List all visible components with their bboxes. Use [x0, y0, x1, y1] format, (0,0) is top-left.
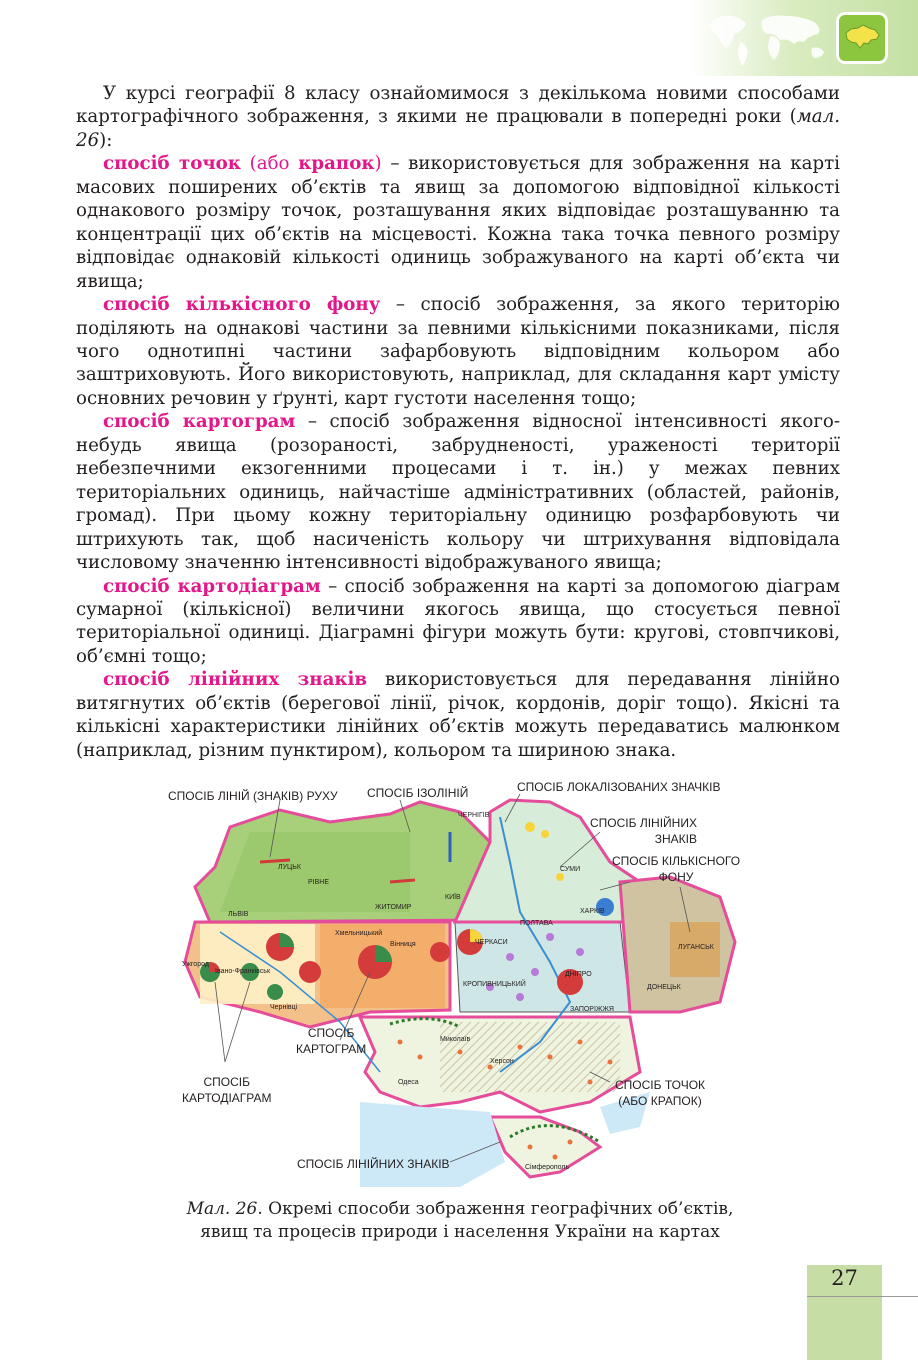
figure-caption	[130, 1198, 790, 1244]
label-linear-signs-line2: ЗНАКІВ	[654, 832, 697, 846]
city-label: РІВНЕ	[308, 879, 330, 886]
city-label: ЖИТОМИР	[375, 904, 412, 911]
motion-arrow	[390, 880, 415, 882]
caption-label: Мал. 26	[186, 1199, 258, 1219]
label-dot-method-line1: СПОСІБ ТОЧОК	[615, 1078, 706, 1092]
intro-text: У курсі географії 8 класу ознайомимося з декількома новими способами картографічного зображення, з якими не працювали в попередні роки (	[76, 83, 840, 128]
label-quant-background-line2: ФОНУ	[658, 870, 694, 884]
method-dots-text: – використовується для зображення на карті масових поширених об’єктів та явищ за допомогою відповідної кількості однакового розміру точок, розташування яких відповідає розташуванню та концентрації цих об’єктів на місцевості. Кожна така точка певного розміру відповідає однаковій кількості одиниць зображуваного на карті об’єкта чи явища;	[76, 153, 840, 292]
intro-paragraph	[76, 82, 840, 152]
main-text	[76, 82, 840, 762]
label-cartodiagram-line2: КАРТОДІАГРАМ	[182, 1091, 272, 1105]
figure-reference: мал. 26	[76, 106, 840, 151]
method-background-paragraph	[76, 293, 840, 410]
city-label: ХАРКІВ	[580, 908, 605, 915]
label-cartodiagram-line1: СПОСІБ	[203, 1075, 250, 1089]
city-label: Чернівці	[270, 1004, 298, 1011]
method-diagram-text: – спосіб зображення на карті за допомогою діаграм сумарної (кількісної) величини якогось явища, що стосується певної територіальної одиниці. Діаграмні фігури можуть бути: кругові, стовпчикові, об’ємні тощо;	[76, 575, 841, 667]
caption-text-line2: явищ та процесів природи і населення України на картах	[200, 1222, 720, 1242]
label-quant-background-line1: СПОСІБ КІЛЬКІСНОГО	[612, 854, 741, 868]
world-map-icon	[700, 6, 840, 68]
label-dot-method	[615, 1077, 705, 1109]
ukraine-badge	[836, 12, 888, 64]
city-label: Ужгород	[182, 961, 209, 968]
city-label: ЗАПОРІЖЖЯ	[570, 1006, 614, 1013]
label-cartogram	[296, 1025, 366, 1057]
city-label: КРОПИВНИЦЬКИЙ	[463, 981, 526, 988]
method-lines-text: використовується для передавання лінійно витягнутих об’єктів (берегової лінії, річок, кордонів, доріг тощо). Якісні та кількісні характеристики лінійних об’єктів можуть передаватись малюнком (наприклад, різним пунктиром), кольором та шириною знака.	[76, 669, 840, 761]
city-label: ЧЕРКАСИ	[475, 939, 508, 946]
label-linear-signs-bottom: СПОСІБ ЛІНІЙНИХ ЗНАКІВ	[297, 1157, 450, 1171]
city-label: ЛУГАНСЬК	[678, 944, 714, 951]
caption-text: . Окремі способи зображення географічних об’єктів,	[257, 1199, 734, 1219]
term-linear-signs: спосіб лінійних знаків	[103, 669, 368, 691]
method-dots-paragraph	[76, 152, 840, 293]
method-background-text: – спосіб зображення, за якого територію поділяють на однакові частини за певними кількісними показниками, після чого однотипні частини зафарбовують відповідним кольором або заштриховують. Його використовують, наприклад, для складання карт умісту основних речовин у ґрунті, карт густоти населення тощо;	[76, 294, 840, 409]
pie-chart	[267, 984, 283, 1000]
pie-chart	[430, 942, 450, 962]
term-dots-alt: крапок	[298, 153, 375, 175]
method-cartogram-paragraph	[76, 410, 840, 574]
label-linear-signs	[590, 815, 697, 847]
city-label: Вінниця	[390, 941, 416, 948]
city-label: ДНІПРО	[565, 971, 592, 978]
page-number: 27	[831, 1266, 858, 1290]
city-label: Миколаїв	[440, 1036, 471, 1043]
page-divider	[807, 1296, 918, 1297]
term-cartodiagram: спосіб картодіаграм	[103, 575, 321, 597]
label-cartodiagram	[182, 1074, 271, 1106]
label-isolines: СПОСІБ ІЗОЛІНІЙ	[367, 786, 469, 800]
city-label: Хмельницький	[335, 930, 383, 937]
city-label: ЧЕРНІГІВ	[458, 812, 490, 819]
city-label: ДОНЕЦЬК	[647, 984, 681, 991]
black-sea	[360, 1102, 505, 1187]
ukraine-map-figure	[160, 772, 760, 1192]
method-cartogram-text: – спосіб зображення відносної інтенсивності якого-небудь явища (розораності, забрудненості, ураженості території небезпечними екзогенними процесами і т. ін.) у межах певних територіальних одиниць, найчастіше адміністративних (областей, районів, громад). При цьому кожну територіальну одиницю розфарбовують чи штрихують так, щоб насиченість кольору чи штрихування відповідала числовому значенню інтенсивності відображуваного явища;	[76, 411, 840, 574]
method-diagram-paragraph	[76, 575, 840, 669]
caption-line1	[130, 1198, 790, 1221]
city-label: ПОЛТАВА	[520, 920, 553, 927]
city-label: Херсон	[490, 1058, 514, 1065]
label-quant-background	[612, 853, 740, 885]
term-cartogram: спосіб картограм	[103, 411, 296, 433]
ukraine-map-icon	[844, 24, 880, 50]
label-linear-signs-line1: СПОСІБ ЛІНІЙНИХ	[590, 816, 697, 830]
intro-text-end: ):	[99, 129, 113, 151]
term-dots-paren: (або	[240, 153, 299, 175]
city-label: ЛЬВІВ	[228, 911, 249, 918]
city-label: Сімферополь	[525, 1164, 570, 1171]
label-cartogram-line2: КАРТОГРАМ	[296, 1042, 367, 1056]
method-lines-paragraph	[76, 668, 840, 762]
label-motion-lines: СПОСІБ ЛІНІЙ (ЗНАКІВ) РУХУ	[168, 789, 338, 803]
term-background: спосіб кількісного фону	[103, 294, 381, 316]
pie-chart	[299, 961, 321, 983]
label-dot-method-line2: (АБО КРАПОК)	[618, 1094, 702, 1108]
label-localized-signs: СПОСІБ ЛОКАЛІЗОВАНИХ ЗНАЧКІВ	[517, 780, 721, 794]
city-label: СУМИ	[560, 866, 581, 873]
term-dots: спосіб точок	[103, 153, 241, 175]
city-label: Івано-Франківськ	[215, 968, 271, 975]
city-label: Одеса	[398, 1079, 419, 1086]
term-dots-paren-close: )	[374, 153, 382, 175]
city-label: ЛУЦЬК	[278, 864, 301, 871]
city-label: КИЇВ	[445, 894, 461, 901]
label-cartogram-line1: СПОСІБ	[307, 1026, 355, 1040]
